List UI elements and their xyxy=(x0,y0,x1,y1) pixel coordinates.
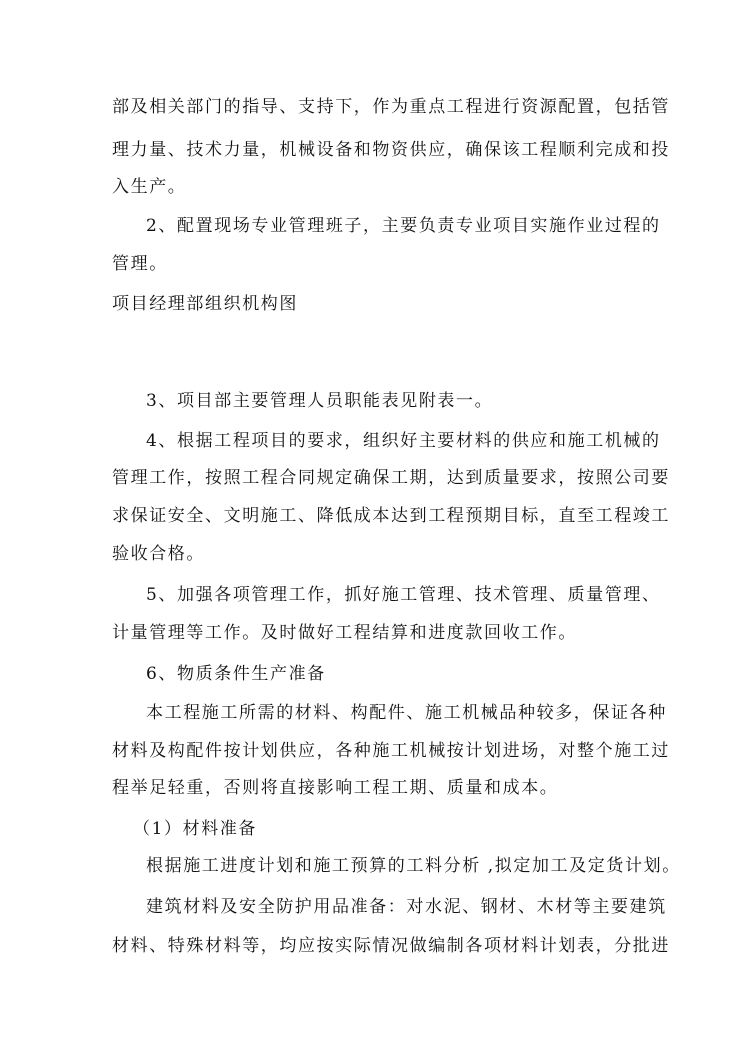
paragraph-line: 验收合格。 xyxy=(112,544,205,564)
paragraph-line: 求保证安全、文明施工、降低成本达到工程预期目标，直至工程竣工 xyxy=(112,506,670,526)
paragraph-line: 入生产。 xyxy=(112,177,187,197)
paragraph-line: 3、项目部主要管理人员职能表见附表一。 xyxy=(146,391,494,411)
paragraph-line: 管理。 xyxy=(112,254,168,274)
section-heading: 6、物质条件生产准备 xyxy=(146,664,326,684)
paragraph-line: 管理工作，按照工程合同规定确保工期，达到质量要求，按照公司要 xyxy=(112,468,670,488)
paragraph-line: 部及相关部门的指导、支持下，作为重点工程进行资源配置，包括管 xyxy=(112,97,670,117)
paragraph-line: 建筑材料及安全防护用品准备：对水泥、钢材、木材等主要建筑 xyxy=(146,897,667,917)
subsection-heading: （1）材料准备 xyxy=(133,819,258,839)
paragraph-line: 5、加强各项管理工作，抓好施工管理、技术管理、质量管理、 xyxy=(146,585,661,605)
paragraph-line: 材料及构配件按计划供应，各种施工机械按计划进场，对整个施工过 xyxy=(112,741,670,761)
org-chart-caption: 项目经理部组织机构图 xyxy=(112,294,298,314)
paragraph-line: 4、根据工程项目的要求，组织好主要材料的供应和施工机械的 xyxy=(146,431,661,451)
paragraph-line: 2、配置现场专业管理班子，主要负责专业项目实施作业过程的 xyxy=(146,216,661,236)
paragraph-line: 根据施工进度计划和施工预算的工料分析 ,拟定加工及定货计划。 xyxy=(146,856,681,876)
paragraph-line: 理力量、技术力量，机械设备和物资供应，确保该工程顺利完成和投 xyxy=(112,140,670,160)
paragraph-line: 材料、特殊材料等，均应按实际情况做编制各项材料计划表，分批进 xyxy=(112,936,670,956)
paragraph-line: 程举足轻重，否则将直接影响工程工期、质量和成本。 xyxy=(112,778,559,798)
paragraph-line: 计量管理等工作。及时做好工程结算和进度款回收工作。 xyxy=(112,623,577,643)
paragraph-line: 本工程施工所需的材料、构配件、施工机械品种较多，保证各种 xyxy=(146,703,667,723)
